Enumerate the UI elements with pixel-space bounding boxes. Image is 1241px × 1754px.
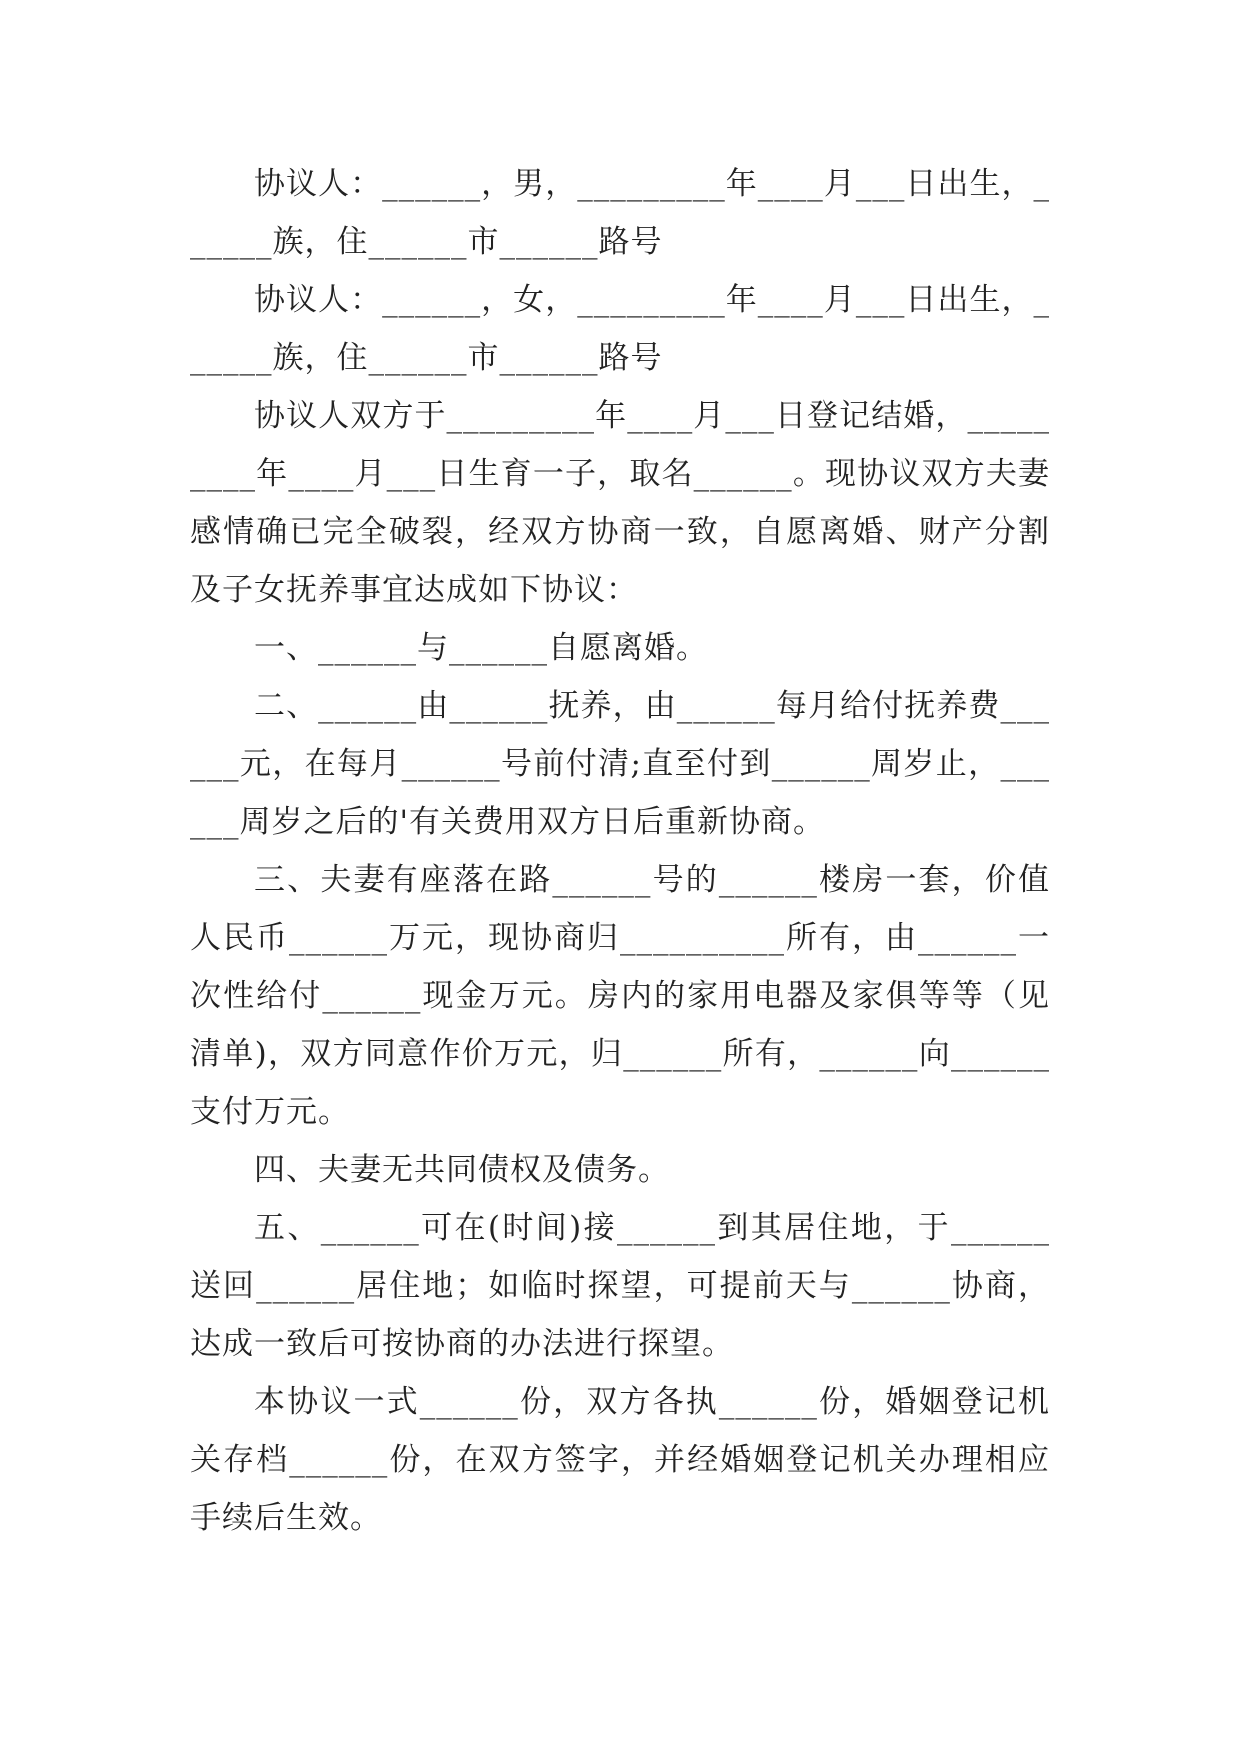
clause-5-paragraph: 五、______可在(时间)接______到其居住地，于______送回______居住地；如临时探望，可提前天与______协商，达成一致后可按协商的办法进行探望。 (190, 1210, 1050, 1362)
agreement-body (190, 155, 1050, 1547)
clause-4-paragraph: 四、夫妻无共同债权及债务。 (254, 1152, 670, 1188)
party-1-paragraph: 协议人：______，男，_________年____月___日出生，______族，住______市______路号 (190, 166, 1050, 260)
closing-paragraph: 本协议一式______份，双方各执______份，婚姻登记机关存档______份，在双方签字，并经婚姻登记机关办理相应手续后生效。 (190, 1384, 1050, 1536)
clause-2-paragraph: 二、______由______抚养，由______每月给付抚养费______元，在每月______号前付清;直至付到______周岁止，______周岁之后的'有关费用双方日后重新协商。 (190, 688, 1050, 840)
clause-1-paragraph: 一、______与______自愿离婚。 (254, 630, 708, 666)
preamble-paragraph: 协议人双方于_________年____月___日登记结婚，_________年____月___日生育一子，取名______。现协议双方夫妻感情确已完全破裂，经双方协商一致，自愿离婚、财产分割及子女抚养事宜达成如下协议： (190, 398, 1050, 608)
clause-3-paragraph: 三、夫妻有座落在路______号的______楼房一套，价值人民币______万元，现协商归__________所有，由______一次性给付______现金万元。房内的家用电器及家俱等等（见清单)，双方同意作价万元，归______所有，______向______支付万元。 (190, 862, 1050, 1130)
party-2-paragraph: 协议人：______，女，_________年____月___日出生，______族，住______市______路号 (190, 282, 1050, 376)
